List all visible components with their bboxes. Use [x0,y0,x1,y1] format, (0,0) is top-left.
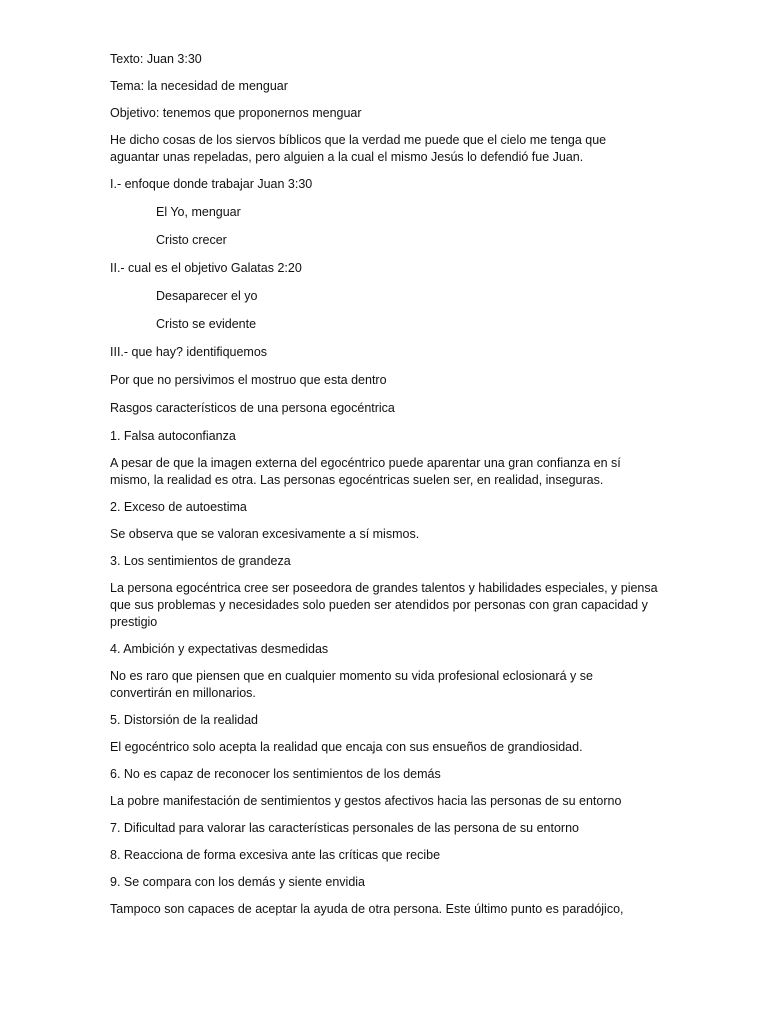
objective-line: Objetivo: tenemos que proponernos menguar [110,106,362,120]
theme-line: Tema: la necesidad de menguar [110,79,288,93]
question-line: Por que no persivimos el mostruo que esta dentro [110,373,387,387]
trait-4-paragraph: No es raro que piensen que en cualquier momento su vida profesional eclosionará y se convertirán en millonarios. [110,669,593,700]
intro-paragraph: He dicho cosas de los siervos bíblicos que la verdad me puede que el cielo me tenga que aguantar unas repeladas, pero alguien a la cual el mismo Jesús lo defendió fue Juan. [110,133,607,164]
section-2-point-a: Desaparecer el yo [156,289,258,303]
trait-4-heading: 4. Ambición y expectativas desmedidas [110,642,329,656]
trait-7-heading: 7. Dificultad para valorar las características personales de las persona de su entorno [110,821,580,835]
trait-5-heading: 5. Distorsión de la realidad [110,713,258,727]
trait-2-paragraph: Se observa que se valoran excesivamente a sí mismos. [110,527,420,541]
trait-3-paragraph: La persona egocéntrica cree ser poseedora de grandes talentos y habilidades especiales, y piensa que sus problemas y necesidades solo pueden ser atendidos por personas con gran capacidad y prestigio [110,581,658,629]
text-reference: Texto: Juan 3:30 [110,52,202,66]
section-3-heading: III.- que hay? identifiquemos [110,345,268,359]
section-2-heading: II.- cual es el objetivo Galatas 2:20 [110,261,302,275]
traits-heading: Rasgos característicos de una persona egocéntrica [110,401,395,415]
trait-6-heading: 6. No es capaz de reconocer los sentimientos de los demás [110,767,441,781]
trait-2-heading: 2. Exceso de autoestima [110,500,247,514]
section-2-point-b: Cristo se evidente [156,317,257,331]
section-1-point-a: El Yo, menguar [156,205,241,219]
trait-9-heading: 9. Se compara con los demás y siente envidia [110,875,365,889]
trait-6-paragraph: La pobre manifestación de sentimientos y gestos afectivos hacia las personas de su entorno [110,794,622,808]
trait-1-paragraph: A pesar de que la imagen externa del egocéntrico puede aparentar una gran confianza en sí mismo, la realidad es otra. Las personas egocéntricas suelen ser, en realidad, inseguras. [110,456,621,487]
closing-paragraph: Tampoco son capaces de aceptar la ayuda de otra persona. Este último punto es paradójico, [110,902,624,916]
trait-3-heading: 3. Los sentimientos de grandeza [110,554,291,568]
section-1-point-b: Cristo crecer [156,233,227,247]
trait-1-heading: 1. Falsa autoconfianza [110,429,236,443]
trait-8-heading: 8. Reacciona de forma excesiva ante las críticas que recibe [110,848,441,862]
trait-5-paragraph: El egocéntrico solo acepta la realidad que encaja con sus ensueños de grandiosidad. [110,740,583,754]
section-1-heading: I.- enfoque donde trabajar Juan 3:30 [110,177,313,191]
